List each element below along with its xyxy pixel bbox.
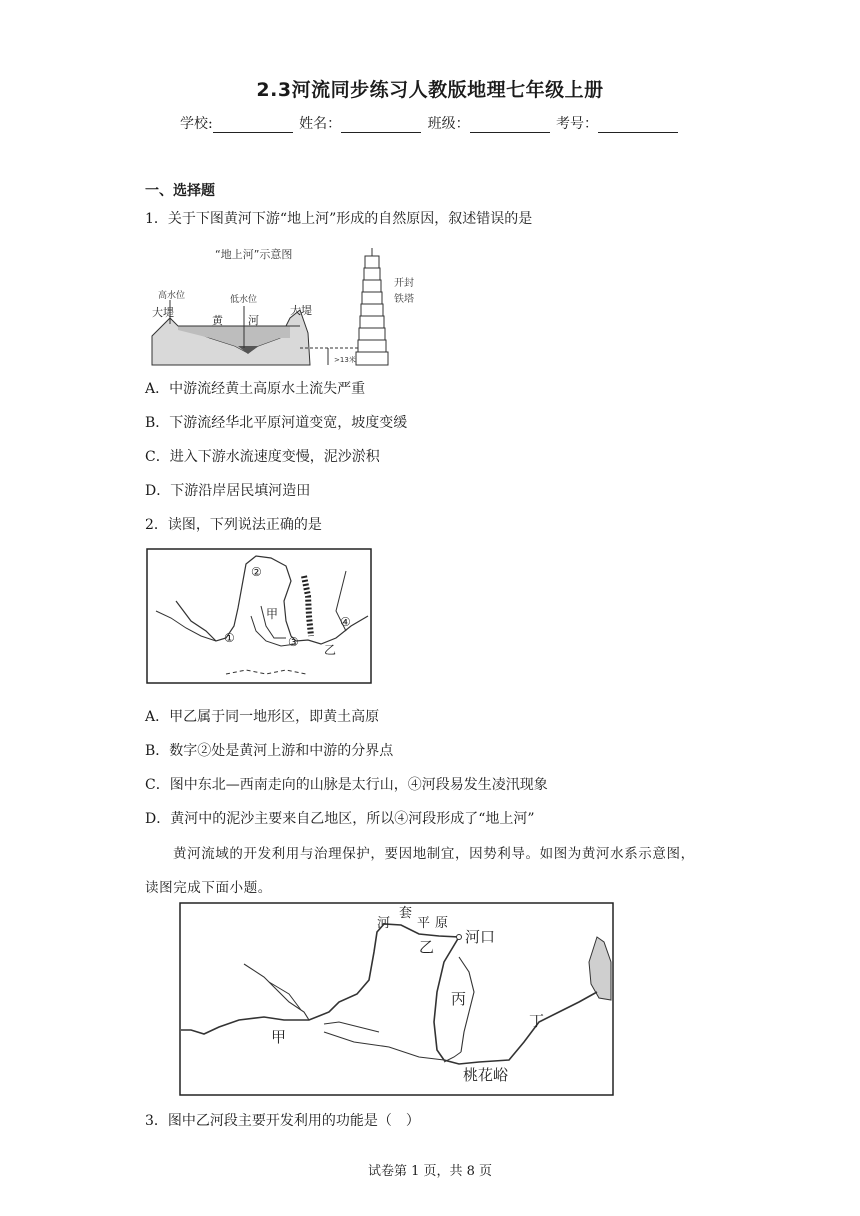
tower-label-2: 铁塔 (394, 294, 414, 305)
low-water-label: 低水位 (230, 295, 258, 305)
name-label: 姓名： (299, 116, 342, 132)
marker-1: ① (224, 631, 235, 645)
levee-right-label: 大堤 (290, 304, 312, 317)
marker-2: ② (251, 565, 262, 579)
exam-no-blank[interactable] (598, 118, 678, 133)
name-blank[interactable] (341, 118, 421, 133)
label-taohuayu: 桃花峪 (463, 1066, 509, 1084)
q2-option-c[interactable]: C．图中东北—西南走向的山脉是太行山，④河段易发生凌汛现象 (145, 777, 548, 793)
school-blank[interactable] (213, 118, 293, 133)
yellow-river-map-2 (179, 902, 615, 1098)
q1-option-d[interactable]: D．下游沿岸居民填河造田 (145, 483, 311, 499)
question-2-stem: 2．读图，下列说法正确的是 (145, 517, 322, 533)
high-water-label: 高水位 (158, 291, 186, 301)
question-1-stem: 1．关于下图黄河下游“地上河”形成的自然原因，叙述错误的是 (145, 211, 533, 227)
question-3-stem: 3．图中乙河段主要开发利用的功能是（ ） (145, 1113, 420, 1129)
class-label: 班级： (427, 116, 470, 132)
tower-label-1: 开封 (394, 278, 414, 289)
yellow-river-map-1 (146, 546, 374, 686)
passage-line-2: 读图完成下面小题。 (145, 880, 272, 896)
label-ding: 丁 (529, 1012, 545, 1030)
page-footer: 试卷第 1 页，共 8 页 (367, 1164, 493, 1179)
depth-label: >13米 (334, 356, 356, 364)
river-label-2: 河 (248, 314, 259, 327)
label-jia: 甲 (271, 1028, 287, 1046)
exam-no-label: 考号： (556, 116, 599, 132)
passage-line-1: 黄河流域的开发利用与治理保护，要因地制宜，因势利导。如图为黄河水系示意图， (173, 846, 695, 862)
label-yuan: 原 (435, 916, 449, 931)
label-yi: 乙 (324, 643, 337, 657)
q2-option-b[interactable]: B．数字②处是黄河上游和中游的分界点 (145, 743, 394, 759)
hekou-point (457, 935, 462, 940)
page-title: 2.3河流同步练习人教版地理七年级上册 (256, 79, 604, 101)
q2-option-a[interactable]: A．甲乙属于同一地形区，即黄土高原 (145, 709, 380, 725)
marker-4: ④ (340, 615, 351, 629)
student-info-line (0, 113, 860, 133)
label-ping: 平 (417, 916, 431, 931)
label-he: 河 (377, 916, 391, 931)
q1-option-a[interactable]: A．中游流经黄土高原水土流失严重 (145, 381, 366, 397)
q2-option-d[interactable]: D．黄河中的泥沙主要来自乙地区，所以④河段形成了“地上河” (145, 811, 535, 827)
label-bing: 丙 (451, 990, 467, 1008)
pagoda-icon (356, 248, 388, 365)
label-yi: 乙 (419, 938, 435, 956)
above-ground-river-figure (150, 238, 420, 368)
label-hekou: 河口 (465, 928, 496, 946)
class-blank[interactable] (470, 118, 550, 133)
q1-option-c[interactable]: C．进入下游水流速度变慢，泥沙淤积 (145, 449, 380, 465)
levee-left-label: 大堤 (152, 306, 174, 319)
q1-option-b[interactable]: B．下游流经华北平原河道变宽，坡度变缓 (145, 415, 408, 431)
marker-3: ③ (288, 635, 299, 649)
river-label-1: 黄 (212, 314, 223, 327)
section-heading: 一、选择题 (145, 183, 215, 199)
figure-title: “地上河”示意图 (215, 248, 293, 261)
label-tao: 套 (399, 906, 413, 921)
school-label: 学校: (179, 116, 213, 132)
label-jia: 甲 (266, 607, 279, 621)
